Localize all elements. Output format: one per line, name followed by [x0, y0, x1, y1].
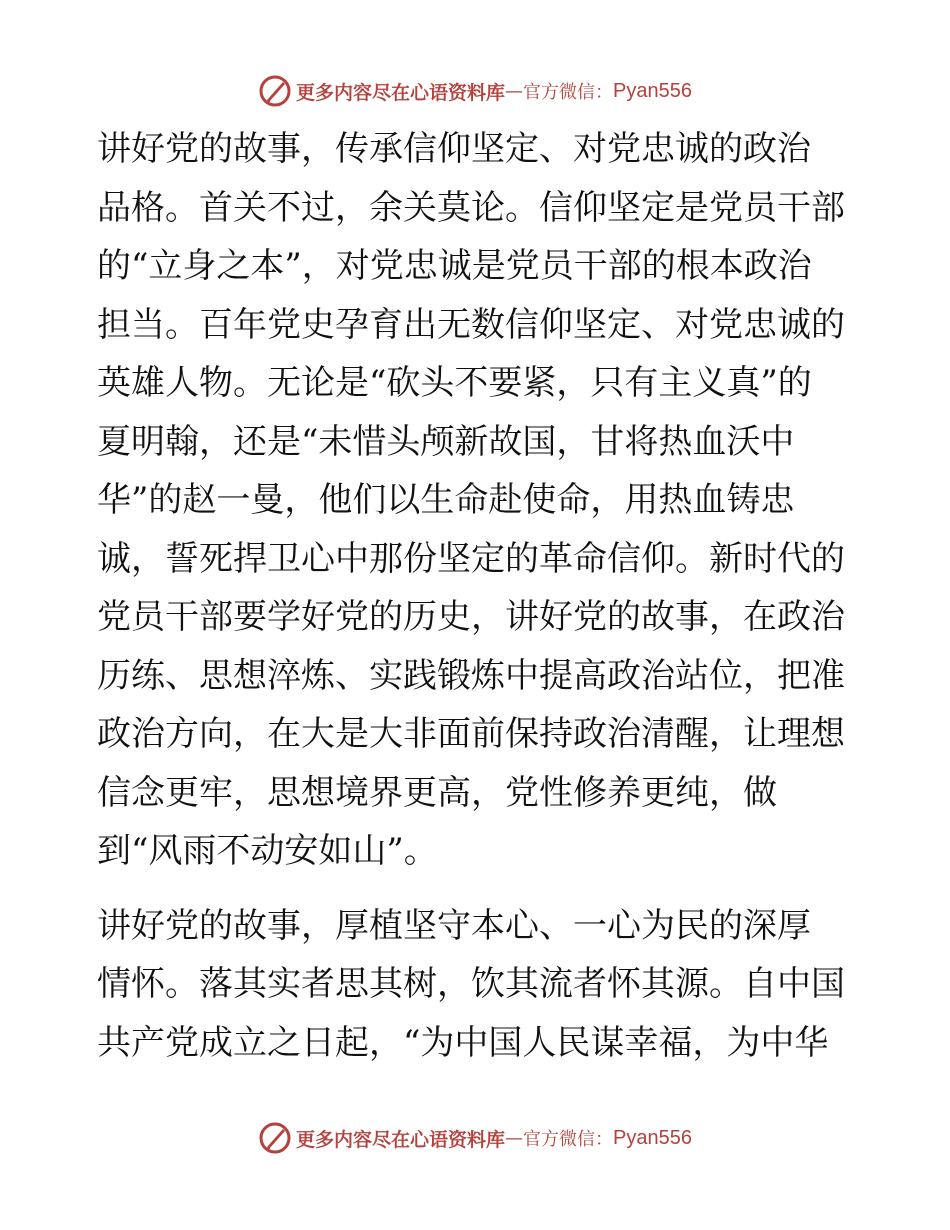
quill-pen-logo-icon — [258, 74, 292, 108]
footer-banner — [0, 1118, 950, 1158]
text-line: 历练、思想淬炼、实践锻炼中提高政治站位，把准 — [97, 655, 845, 696]
text-line: 讲好党的故事，传承信仰坚定、对党忠诚的政治 — [97, 129, 811, 169]
header-banner — [0, 71, 950, 111]
text-line: 党员干部要学好党的历史，讲好党的故事，在政治 — [97, 597, 845, 637]
text-line: 到“风雨不动安如山”。 — [97, 831, 438, 871]
document-body — [97, 120, 857, 1072]
text-line: 夏明翰，还是“未惜头颅新故国，甘将热血沃中 — [97, 421, 795, 462]
text-line: 的“立身之本”，对党忠诚是党员干部的根本政治 — [97, 246, 812, 286]
text-line: 诚，誓死捍卫心中那份坚定的革命信仰。新时代的 — [97, 538, 845, 579]
header-separator: — — [505, 80, 524, 102]
text-line: 品格。首关不过，余关莫论。信仰坚定是党员干部 — [97, 187, 845, 228]
quill-pen-logo-icon — [258, 1121, 292, 1155]
header-wechat-id: Pyan556 — [613, 79, 692, 102]
text-line: 信念更牢，思想境界更高，党性修养更纯，做 — [97, 772, 777, 813]
text-line: 担当。百年党史孕育出无数信仰坚定、对党忠诚的 — [97, 304, 845, 345]
paragraph-2 — [97, 897, 857, 1073]
text-line: 共产党成立之日起，“为中国人民谋幸福，为中华 — [97, 1022, 829, 1063]
text-line: 政治方向，在大是大非面前保持政治清醒，让理想 — [97, 714, 845, 754]
text-line: 华”的赵一曼，他们以生命赴使命，用热血铸忠 — [97, 480, 795, 520]
header-channel: 官方微信： — [523, 82, 614, 103]
footer-brand: 更多内容尽在心语资料库 — [296, 1128, 506, 1151]
text-line: 情怀。落其实者思其树，饮其流者怀其源。自中国 — [97, 964, 845, 1004]
footer-wechat-id: Pyan556 — [613, 1126, 692, 1149]
text-line: 英雄人物。无论是“砍头不要紧，只有主义真”的 — [97, 363, 812, 403]
text-line: 讲好党的故事，厚植坚守本心、一心为民的深厚 — [97, 905, 811, 946]
header-brand: 更多内容尽在心语资料库 — [296, 81, 506, 104]
footer-channel: 官方微信： — [523, 1129, 614, 1150]
footer-separator: — — [505, 1127, 524, 1149]
paragraph-1 — [97, 120, 857, 881]
